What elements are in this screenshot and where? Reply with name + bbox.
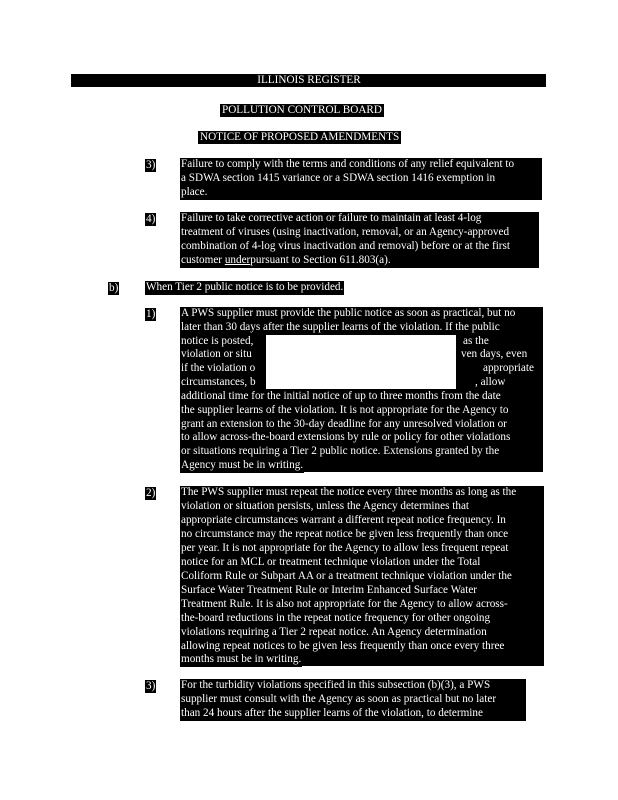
sub-item-line: A PWS supplier must provide the public notice as soon as practical, but no bbox=[181, 307, 516, 319]
sub-item-line: supplier must consult with the Agency as soon as practical but no later bbox=[181, 693, 497, 705]
section-heading: When Tier 2 public notice is to be provided. bbox=[146, 281, 344, 293]
right-fragment: as the bbox=[463, 335, 489, 347]
item-line: a SDWA section 1415 variance or a SDWA section 1416 exemption in bbox=[181, 172, 496, 184]
right-fragment: , allow bbox=[475, 376, 506, 388]
redaction-box bbox=[266, 335, 456, 389]
sub-item-line: Surface Water Treatment Rule or Interim Enhanced Surface Water bbox=[181, 584, 478, 596]
sub-item-line: months must be in writing. bbox=[181, 653, 302, 665]
notice-title: NOTICE OF PROPOSED AMENDMENTS bbox=[200, 131, 400, 143]
sub-item-line: additional time for the initial notice of up to three months from the date bbox=[181, 390, 501, 402]
sub-item-line: violations requiring a Tier 2 repeat notice. An Agency determination bbox=[181, 626, 487, 638]
sub-item-line: per year. It is not appropriate for the Agency to allow less frequent repeat bbox=[181, 542, 509, 554]
item-line: Failure to comply with the terms and conditions of any relief equivalent to bbox=[181, 158, 515, 170]
sub-item-line: than 24 hours after the supplier learns of the violation, to determine bbox=[181, 707, 483, 719]
item-line bbox=[180, 254, 392, 268]
sub-item-line: For the turbidity violations specified in this subsection (b)(3), a PWS bbox=[181, 679, 491, 691]
item-number: 3) bbox=[146, 159, 156, 171]
sub-item-line: notice is posted, bbox=[181, 335, 254, 347]
sub-item-line: violation or situ bbox=[181, 348, 252, 360]
sub-item-line: the supplier learns of the violation. It is not appropriate for the Agency to bbox=[181, 404, 509, 416]
item-line-underlined: under bbox=[224, 254, 251, 266]
item-line: combination of 4-log virus inactivation and removal) before or at the first bbox=[181, 240, 510, 252]
sub-item-line: Coliform Rule or Subpart AA or a treatment technique violation under the bbox=[181, 570, 512, 582]
sub-item-line: or situations requiring a Tier 2 public notice. Extensions granted by the bbox=[181, 445, 500, 457]
sub-item-line: no circumstance may the repeat notice be given less frequently than once bbox=[181, 528, 509, 540]
item-line: place. bbox=[181, 186, 208, 198]
sub-item-line: to allow across-the-board extensions by rule or policy for other violations bbox=[181, 431, 511, 443]
sub-item-line: allowing repeat notices to be given less frequently than once every three bbox=[181, 640, 505, 652]
sub-item-number: 3) bbox=[146, 680, 156, 692]
sub-item-line: Agency must be in writing. bbox=[181, 459, 304, 471]
sub-item-line: violation or situation persists, unless the Agency determines that bbox=[181, 500, 470, 512]
item-line-part: pursuant to Section 611.803(a). bbox=[250, 254, 391, 266]
sub-item-line: circumstances, b bbox=[181, 376, 256, 388]
item-number: 4) bbox=[146, 213, 156, 225]
section-number: b) bbox=[109, 282, 119, 294]
sub-item-line: if the violation o bbox=[181, 362, 256, 374]
sub-item-line: grant an extension to the 30-day deadline for any unresolved violation or bbox=[181, 418, 507, 430]
sub-item-line: The PWS supplier must repeat the notice every three months as long as the bbox=[181, 486, 517, 498]
right-fragment: appropriate bbox=[483, 362, 534, 374]
sub-item-number: 2) bbox=[146, 487, 156, 499]
sub-item-line: later than 30 days after the supplier learns of the violation. If the public bbox=[181, 321, 500, 333]
sub-item-line: Treatment Rule. It is also not appropriate for the Agency to allow across- bbox=[181, 598, 508, 610]
sub-item-number: 1) bbox=[146, 308, 156, 320]
item-line-part: customer bbox=[181, 254, 225, 266]
register-title: ILLINOIS REGISTER bbox=[257, 74, 361, 86]
item-line: treatment of viruses (using inactivation, removal, or an Agency-approved bbox=[181, 226, 510, 238]
sub-item-line: the-board reductions in the repeat notice frequency for other ongoing bbox=[181, 612, 491, 624]
board-title: POLLUTION CONTROL BOARD bbox=[222, 104, 382, 116]
item-line: Failure to take corrective action or failure to maintain at least 4-log bbox=[181, 212, 482, 224]
sub-item-line: notice for an MCL or treatment technique violation under the Total bbox=[181, 556, 481, 568]
right-fragment: ven days, even bbox=[461, 348, 528, 360]
sub-item-line: appropriate circumstances warrant a different repeat notice frequency. In bbox=[181, 514, 506, 526]
